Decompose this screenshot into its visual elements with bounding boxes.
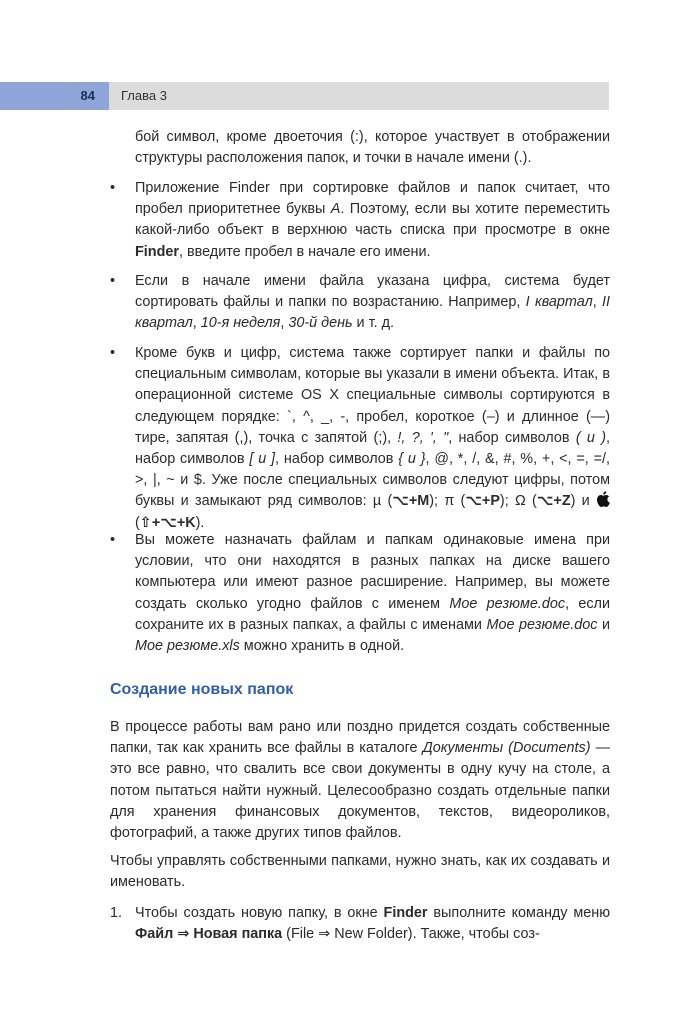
keyboard-shortcut: ⌥+Z: [536, 493, 571, 510]
page-number-block: [0, 82, 109, 110]
apple-logo-icon: [596, 491, 610, 507]
bullet-marker: •: [110, 180, 116, 196]
bullet-marker: •: [110, 273, 116, 289]
list-number: 1.: [110, 905, 123, 921]
bullet-paragraph-digits: Если в начале имени файла указана цифра, система будет сортировать файлы и папки по возрастанию. Например, I квартал, II квартал, 10-я неделя, 30-й день и т. д.: [135, 273, 611, 332]
bullet-paragraph-finder-space: Приложение Finder при сортировке файлов и папок считает, что пробел приоритетнее буквы А. Поэтому, если вы хотите переместить какой-либо объект в верхнюю часть списка при просмотре в окне Finder, введите пробел в начале его имени.: [135, 180, 610, 260]
keyboard-shortcut: ⌥+P: [465, 493, 500, 510]
chapter-title-block: [109, 82, 609, 110]
list-item-step-1: Чтобы создать новую папку, в окне Finder выполните команду меню Файл ⇒ Новая папка (File ⇒ New Folder). Также, чтобы соз-: [135, 905, 611, 943]
keyboard-shortcut: ⇧+⌥+K: [139, 514, 196, 531]
chapter-title: Глава 3: [121, 88, 167, 103]
page-number: 84: [80, 88, 95, 103]
section-paragraph-2: Чтобы управлять собственными папками, нужно знать, как их создавать и именовать.: [110, 853, 610, 891]
running-header: [0, 82, 609, 110]
bullet-paragraph-special-symbols: Кроме букв и цифр, система также сортирует папки и файлы по специальным символам, которые вы указали в имени объекта. Итак, в операционной системе OS X специальные символы сортируются в следующем порядке: `, ^, _, -, пробел, короткое (–) и длинное (—) тире, запятая (,), точка с запятой (;), !, ?, ', ", набор символов ( и ), набор символов [ и ], набор символов { и }, @, *, /, &, #, %, +, <, =, =/, >, |, ~ и $. Уже после специальных символов следуют цифры, потом буквы и замыкают ряд символов: µ (⌥+M); π (⌥+P); Ω (⌥+Z) и (⇧+⌥+K).: [135, 345, 611, 531]
section-paragraph-1: В процессе работы вам рано или поздно придется создать собственные папки, так как хранить все файлы в каталоге Документы (Documents) — это все равно, что свалить все свои документы в одну кучу на столе, а потом пытаться найти нужный. Целесообразно создать отдельные папки для хранения финансовых документов, текстов, видеороликов, фотографий, а также других типов файлов.: [110, 719, 610, 842]
bullet-paragraph-same-names: Вы можете назначать файлам и папкам одинаковые имена при условии, что они находятся в разных папках на диске вашего компьютера или имеют разное расширение. Например, вы можете создать сколько угодно файлов с именем Мое резюме.doc, если сохраните их в разных папках, а файлы с именами Мое резюме.doc и Мое резюме.xls можно хранить в одной.: [135, 532, 610, 655]
keyboard-shortcut: ⌥+M: [392, 493, 430, 510]
continuation-paragraph: бой символ, кроме двоеточия (:), которое участвует в отображении структуры расположения папок, и точки в начале имени (.).: [135, 129, 610, 167]
bullet-marker: •: [110, 532, 116, 548]
section-heading: Создание новых папок: [110, 681, 294, 698]
menu-path: Файл ⇒ Новая папка: [135, 926, 283, 943]
bullet-marker: •: [110, 345, 116, 361]
